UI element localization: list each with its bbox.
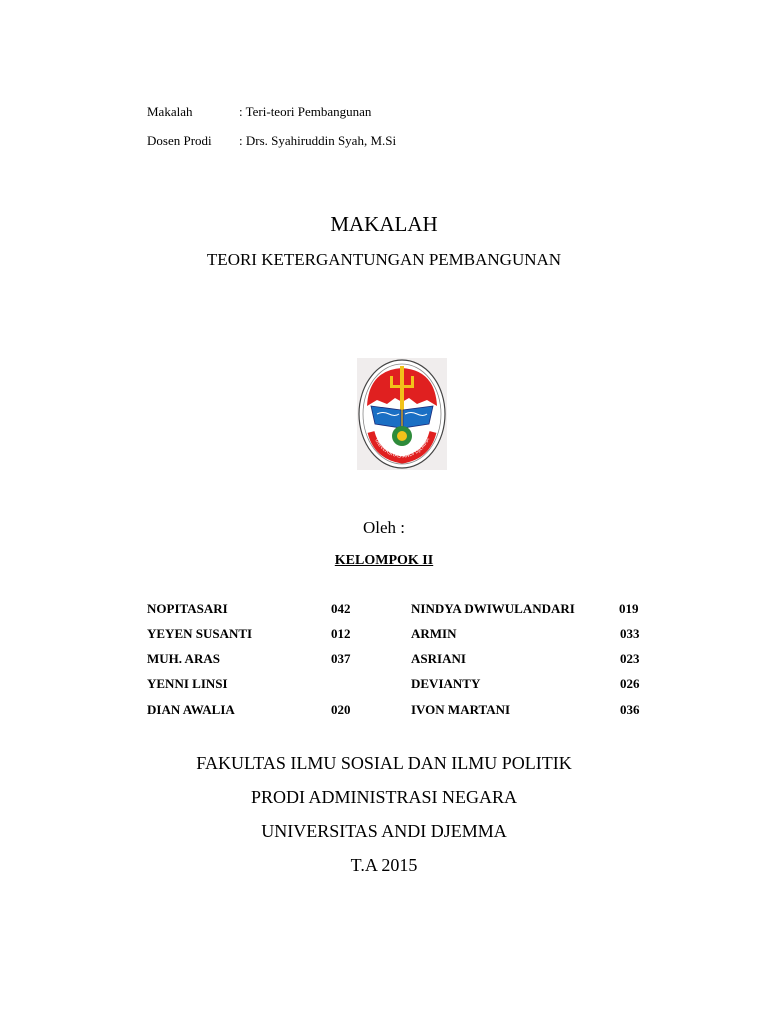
member-nim: 037 — [331, 651, 351, 666]
university-seal-icon — [357, 358, 447, 470]
member-name: DEVIANTY — [411, 676, 481, 691]
member-name: NOPITASARI — [147, 601, 228, 616]
member-name: DIAN AWALIA — [147, 702, 235, 717]
member-nim: 012 — [331, 626, 351, 641]
member-nim: 033 — [620, 626, 640, 641]
oleh-label: Oleh : — [362, 518, 406, 537]
member-name: ASRIANI — [411, 651, 466, 666]
member-nim: 023 — [620, 651, 640, 666]
prodi-name: PRODI ADMINISTRASI NEGARA — [250, 787, 518, 807]
document-subtitle: TEORI KETERGANTUNGAN PEMBANGUNAN — [206, 250, 562, 269]
group-name: KELOMPOK II — [334, 553, 434, 568]
member-nim: 019 — [619, 601, 639, 616]
document-title: MAKALAH — [330, 212, 438, 236]
makalah-label: Makalah — [147, 104, 193, 119]
makalah-value: : Teri-teori Pembangunan — [239, 104, 372, 119]
member-nim: 026 — [620, 676, 640, 691]
member-name: IVON MARTANI — [411, 702, 511, 717]
dosen-value: : Drs. Syahiruddin Syah, M.Si — [239, 133, 397, 148]
dosen-label: Dosen Prodi — [147, 133, 212, 148]
member-nim: 036 — [620, 702, 640, 717]
member-name: YEYEN SUSANTI — [147, 626, 253, 641]
member-name: NINDYA DWIWULANDARI — [411, 601, 575, 616]
member-nim: 020 — [331, 702, 351, 717]
member-name: MUH. ARAS — [147, 651, 220, 666]
member-nim: 042 — [331, 601, 351, 616]
member-name: YENNI LINSI — [147, 676, 228, 691]
faculty-name: FAKULTAS ILMU SOSIAL DAN ILMU POLITIK — [196, 753, 572, 773]
member-name: ARMIN — [411, 626, 457, 641]
seal-text: UNIVERSITAS ANDI DJEMMA — [373, 437, 432, 461]
university-name: UNIVERSITAS ANDI DJEMMA — [261, 821, 507, 841]
academic-year: T.A 2015 — [350, 855, 418, 875]
